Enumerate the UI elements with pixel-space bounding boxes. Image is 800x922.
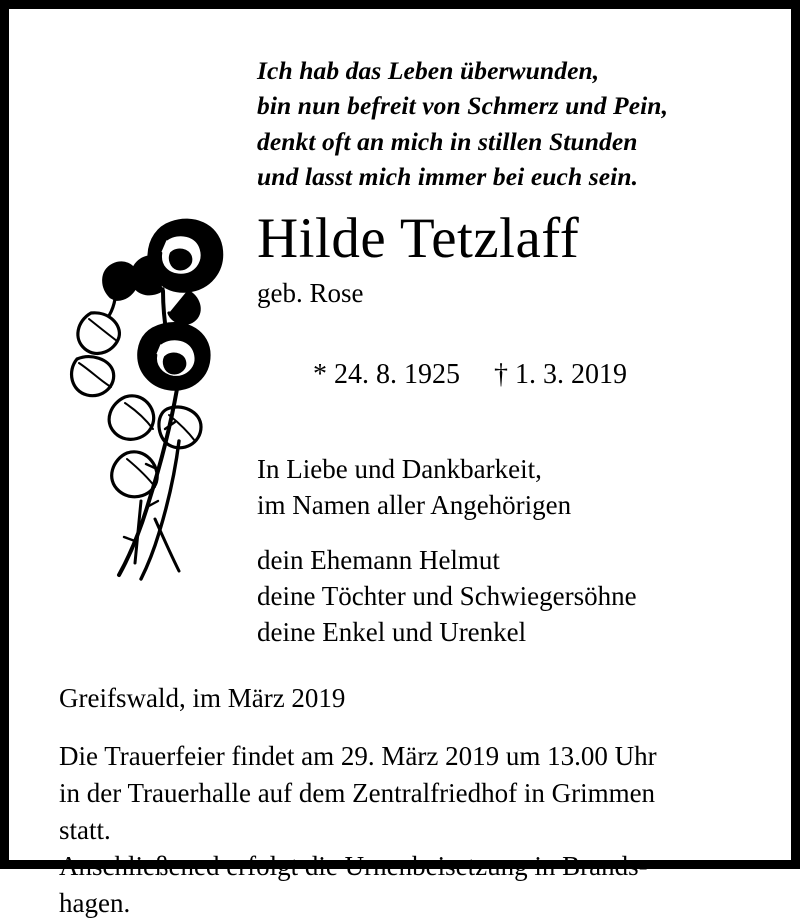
poem-line-4: und lasst mich immer bei euch sein. xyxy=(257,162,639,192)
rose-illustration xyxy=(67,201,247,591)
birth-date: * 24. 8. 1925 xyxy=(313,359,460,391)
family-line-1: dein Ehemann Helmut xyxy=(257,545,500,576)
ceremony-line-2: in der Trauerhalle auf dem Zentralfriedhof in Grimmen xyxy=(59,777,656,808)
death-date: † 1. 3. 2019 xyxy=(494,359,627,391)
dedication-line-2: im Namen aller Angehörigen xyxy=(257,489,572,520)
life-dates xyxy=(257,321,791,430)
place-and-date: Greifswald, im März 2019 xyxy=(59,683,346,714)
dedication-line-1: In Liebe und Dankbarkeit, xyxy=(257,454,542,485)
ceremony-line-5: hagen. xyxy=(59,888,131,919)
ceremony-line-4: Anschließened erfolgt die Urnenbeisetzung in Brands- xyxy=(59,851,648,882)
ceremony-line-3: statt. xyxy=(59,814,111,845)
maiden-name: geb. Rose xyxy=(257,277,364,308)
poem-line-2: bin nun befreit von Schmerz und Pein, xyxy=(257,91,669,121)
family-line-2: deine Töchter und Schwiegersöhne xyxy=(257,581,637,612)
ceremony-details xyxy=(9,738,791,922)
poem-line-3: denkt oft an mich in stillen Stunden xyxy=(257,126,638,156)
deceased-name: Hilde Tetzlaff xyxy=(257,206,580,270)
poem xyxy=(9,9,791,195)
poem-line-1: Ich hab das Leben überwunden, xyxy=(257,56,600,85)
ceremony-line-1: Die Trauerfeier findet am 29. März 2019 um 13.00 Uhr xyxy=(59,741,657,772)
obituary-inner xyxy=(9,9,791,919)
family-line-3: deine Enkel und Urenkel xyxy=(257,617,527,648)
